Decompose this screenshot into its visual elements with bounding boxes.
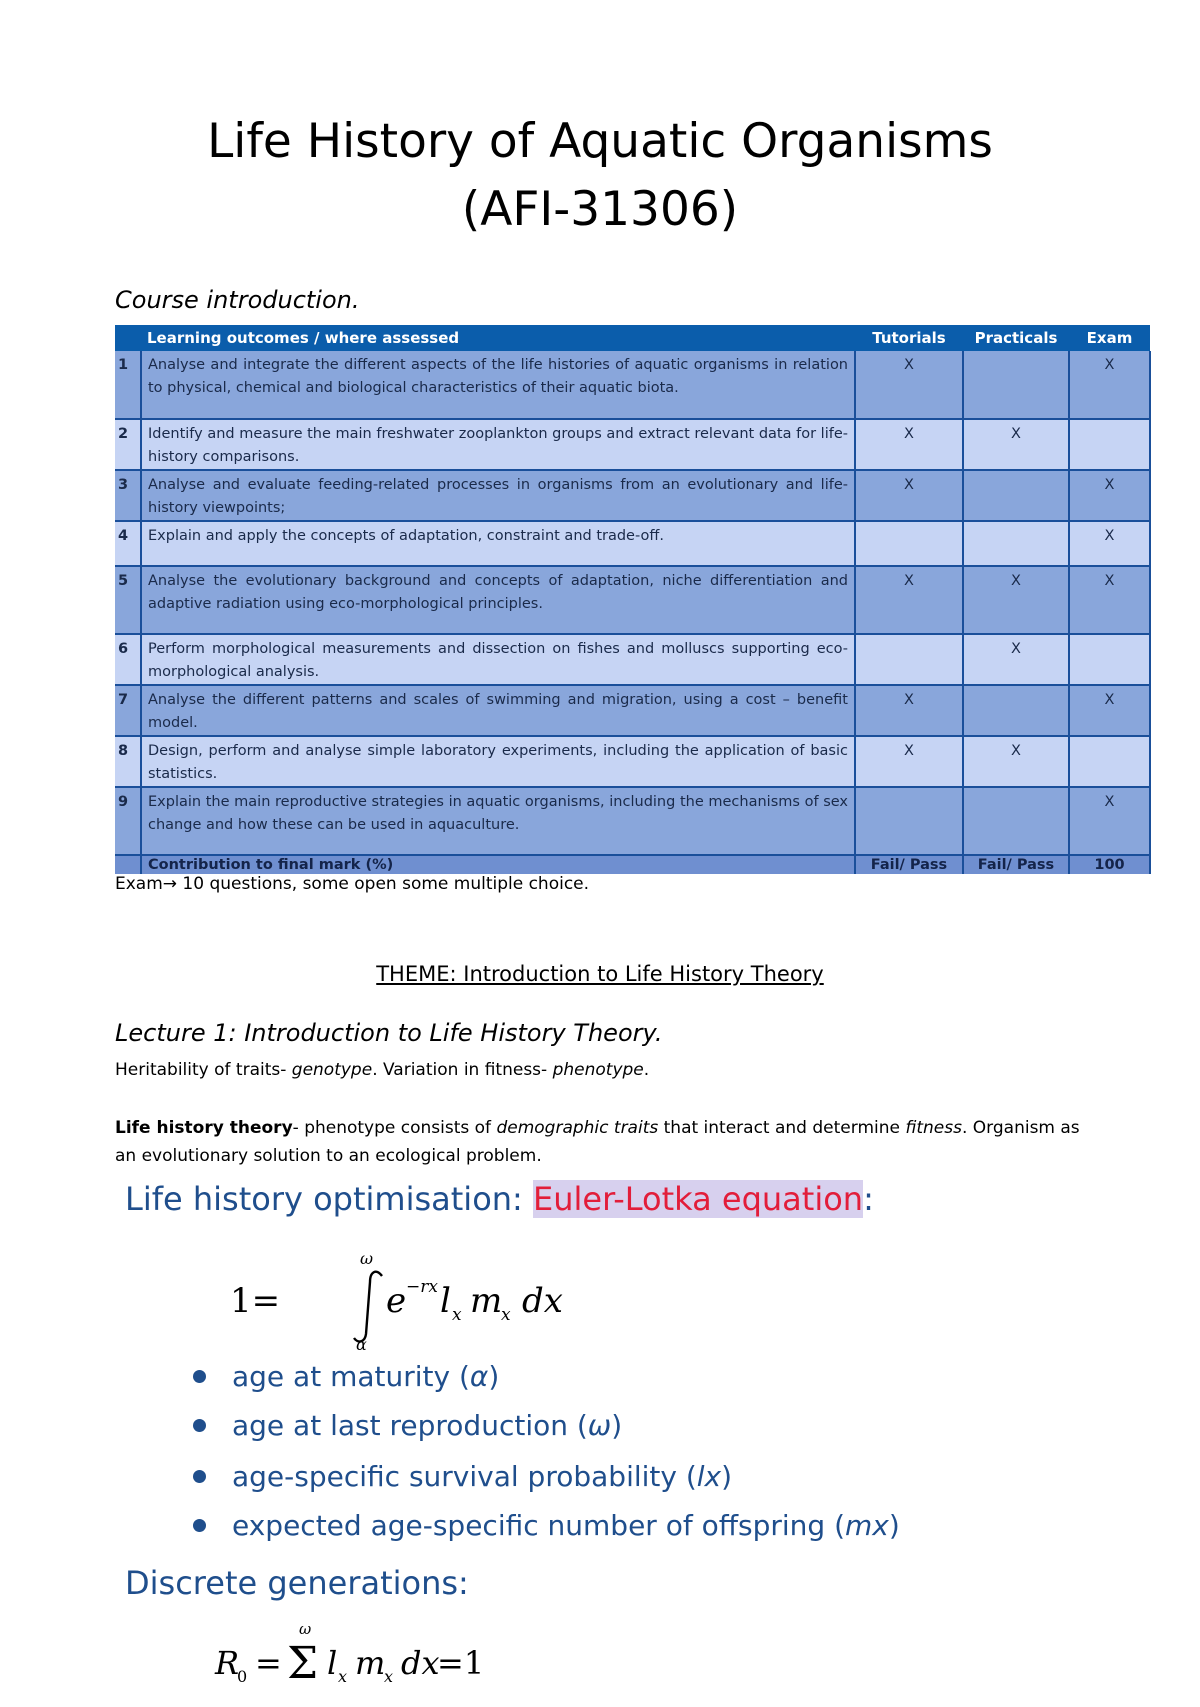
bullet-survival-probability bbox=[193, 1460, 732, 1493]
svg-text:m: m bbox=[355, 1644, 386, 1682]
table-row bbox=[115, 351, 1150, 419]
bullet-end: ) bbox=[488, 1360, 500, 1393]
title-line-2: (AFI-31306) bbox=[461, 182, 739, 237]
svg-text:0: 0 bbox=[237, 1667, 248, 1686]
svg-text:dx: dx bbox=[522, 1281, 563, 1321]
header-num bbox=[115, 325, 141, 351]
life-history-theory-paragraph bbox=[115, 1114, 1090, 1170]
para2-term-demographic-traits: demographic traits bbox=[496, 1118, 659, 1138]
row-tutorials: X bbox=[855, 566, 963, 634]
row-exam: X bbox=[1069, 470, 1150, 521]
svg-text:m: m bbox=[470, 1281, 503, 1321]
bullet-age-at-last-reproduction bbox=[193, 1409, 622, 1442]
svg-text:x: x bbox=[384, 1667, 394, 1686]
bullet-dot-icon bbox=[193, 1419, 206, 1432]
table-row bbox=[115, 419, 1150, 470]
exam-note: Exam→ 10 questions, some open some multiple choice. bbox=[115, 874, 590, 894]
row-exam bbox=[1069, 736, 1150, 787]
svg-text:x: x bbox=[338, 1667, 348, 1686]
row-tutorials bbox=[855, 521, 963, 566]
para2-text-f: . Organism as an evolutionary solution to an ecological problem. bbox=[115, 1118, 1080, 1166]
document-title bbox=[0, 108, 1200, 244]
row-practicals: X bbox=[963, 419, 1069, 470]
para1-term-phenotype: phenotype bbox=[552, 1060, 644, 1080]
row-practicals bbox=[963, 685, 1069, 736]
row-num: 8 bbox=[115, 736, 141, 787]
svg-text:e: e bbox=[386, 1281, 407, 1321]
footer-tutorials: Fail/ Pass bbox=[855, 855, 963, 874]
row-exam: X bbox=[1069, 566, 1150, 634]
row-practicals bbox=[963, 470, 1069, 521]
discrete-generations-heading: Discrete generations: bbox=[125, 1564, 469, 1602]
bullet-symbol: α bbox=[469, 1360, 489, 1393]
svg-text:−rx: −rx bbox=[406, 1277, 438, 1297]
row-outcome: Explain the main reproductive strategies in aquatic organisms, including the mechanisms of sex change and how these can be used in aquaculture. bbox=[141, 787, 855, 855]
table-row bbox=[115, 634, 1150, 685]
svg-text:=1: =1 bbox=[437, 1644, 485, 1682]
para2-text-d: that interact and determine bbox=[658, 1118, 906, 1138]
bullet-end: ) bbox=[611, 1409, 623, 1442]
row-num: 3 bbox=[115, 470, 141, 521]
row-outcome: Identify and measure the main freshwater zooplankton groups and extract relevant data for life-history comparisons. bbox=[141, 419, 855, 470]
header-outcome: Learning outcomes / where assessed bbox=[141, 325, 855, 351]
slide-heading-colon: : bbox=[863, 1180, 874, 1218]
title-line-1: Life History of Aquatic Organisms bbox=[207, 114, 993, 169]
svg-text:ω: ω bbox=[299, 1620, 312, 1638]
row-num: 5 bbox=[115, 566, 141, 634]
table-row bbox=[115, 787, 1150, 855]
row-practicals bbox=[963, 351, 1069, 419]
header-tutorials: Tutorials bbox=[855, 325, 963, 351]
r0-equation-graphic bbox=[215, 1616, 485, 1698]
row-exam bbox=[1069, 634, 1150, 685]
bullet-dot-icon bbox=[193, 1370, 206, 1383]
bullet-text: age at maturity ( bbox=[232, 1360, 470, 1393]
row-exam: X bbox=[1069, 787, 1150, 855]
para2-term-life-history-theory: Life history theory bbox=[115, 1118, 293, 1138]
table-row bbox=[115, 736, 1150, 787]
row-outcome: Analyse the different patterns and scales of swimming and migration, using a cost – benefit model. bbox=[141, 685, 855, 736]
row-outcome: Perform morphological measurements and dissection on fishes and molluscs supporting eco-morphological analysis. bbox=[141, 634, 855, 685]
para1-term-genotype: genotype bbox=[291, 1060, 373, 1080]
row-exam: X bbox=[1069, 521, 1150, 566]
row-num: 6 bbox=[115, 634, 141, 685]
bullet-end: ) bbox=[888, 1509, 900, 1542]
row-exam bbox=[1069, 419, 1150, 470]
table-header-row bbox=[115, 325, 1150, 351]
course-intro-heading: Course introduction. bbox=[115, 286, 360, 314]
row-outcome: Analyse and evaluate feeding-related processes in organisms from an evolutionary and life-history viewpoints; bbox=[141, 470, 855, 521]
svg-text:dx: dx bbox=[401, 1644, 440, 1682]
row-num: 4 bbox=[115, 521, 141, 566]
bullet-text: age-specific survival probability ( bbox=[232, 1460, 697, 1493]
footer-label: Contribution to final mark (%) bbox=[141, 855, 855, 874]
svg-text:ω: ω bbox=[360, 1249, 374, 1268]
svg-text:Σ: Σ bbox=[287, 1638, 319, 1689]
bullet-dot-icon bbox=[193, 1470, 206, 1483]
row-num: 1 bbox=[115, 351, 141, 419]
bullet-symbol: lx bbox=[696, 1460, 722, 1493]
para2-term-fitness: fitness bbox=[905, 1118, 962, 1138]
svg-text:l: l bbox=[440, 1281, 451, 1321]
theme-heading: THEME: Introduction to Life History Theory bbox=[376, 962, 824, 986]
table-footer-row bbox=[115, 855, 1150, 874]
euler-lotka-slide-image bbox=[115, 1168, 1115, 1698]
row-practicals: X bbox=[963, 566, 1069, 634]
row-practicals bbox=[963, 521, 1069, 566]
row-exam: X bbox=[1069, 351, 1150, 419]
svg-text:α: α bbox=[356, 1335, 367, 1354]
slide-heading-highlight: Euler-Lotka equation bbox=[533, 1180, 864, 1218]
svg-text:1=: 1= bbox=[230, 1281, 281, 1321]
row-num: 7 bbox=[115, 685, 141, 736]
footer-exam: 100 bbox=[1069, 855, 1150, 874]
slide-heading bbox=[125, 1180, 874, 1218]
row-num: 9 bbox=[115, 787, 141, 855]
heritability-paragraph bbox=[115, 1056, 649, 1084]
para1-text-a: Heritability of traits- bbox=[115, 1060, 292, 1080]
row-tutorials bbox=[855, 787, 963, 855]
learning-outcomes-table bbox=[115, 325, 1151, 874]
para1-text-e: . bbox=[643, 1060, 650, 1080]
row-outcome: Analyse and integrate the different aspects of the life histories of aquatic organisms in relation to physical, chemical and biological characteristics of their aquatic biota. bbox=[141, 351, 855, 419]
row-tutorials: X bbox=[855, 736, 963, 787]
svg-text:x: x bbox=[452, 1305, 462, 1325]
bullet-number-of-offspring bbox=[193, 1509, 900, 1542]
header-practicals: Practicals bbox=[963, 325, 1069, 351]
bullet-end: ) bbox=[721, 1460, 733, 1493]
row-outcome: Analyse the evolutionary background and concepts of adaptation, niche differentiation and adaptive radiation using eco-morphological principles. bbox=[141, 566, 855, 634]
row-outcome: Explain and apply the concepts of adaptation, constraint and trade-off. bbox=[141, 521, 855, 566]
row-tutorials: X bbox=[855, 685, 963, 736]
bullet-symbol: mx bbox=[845, 1509, 889, 1542]
lecture-heading: Lecture 1: Introduction to Life History Theory. bbox=[115, 1019, 663, 1047]
row-outcome: Design, perform and analyse simple laboratory experiments, including the application of basic statistics. bbox=[141, 736, 855, 787]
table-row bbox=[115, 521, 1150, 566]
bullet-symbol: ω bbox=[587, 1409, 612, 1442]
footer-practicals: Fail/ Pass bbox=[963, 855, 1069, 874]
table-row bbox=[115, 566, 1150, 634]
bullet-text: expected age-specific number of offspring ( bbox=[232, 1509, 846, 1542]
bullet-dot-icon bbox=[193, 1519, 206, 1532]
row-practicals: X bbox=[963, 634, 1069, 685]
svg-text:=: = bbox=[255, 1644, 282, 1682]
row-tutorials: X bbox=[855, 351, 963, 419]
slide-heading-text: Life history optimisation: bbox=[125, 1180, 533, 1218]
euler-lotka-equation-graphic bbox=[230, 1242, 590, 1352]
row-exam: X bbox=[1069, 685, 1150, 736]
row-tutorials: X bbox=[855, 419, 963, 470]
svg-text:R: R bbox=[215, 1644, 240, 1682]
r0-equation bbox=[215, 1616, 485, 1698]
table-row bbox=[115, 470, 1150, 521]
svg-text:l: l bbox=[327, 1644, 338, 1682]
para2-text-b: - phenotype consists of bbox=[292, 1118, 497, 1138]
row-tutorials bbox=[855, 634, 963, 685]
svg-text:x: x bbox=[501, 1305, 511, 1325]
row-practicals: X bbox=[963, 736, 1069, 787]
header-exam: Exam bbox=[1069, 325, 1150, 351]
para1-text-c: . Variation in fitness- bbox=[372, 1060, 553, 1080]
row-tutorials: X bbox=[855, 470, 963, 521]
footer-num bbox=[115, 855, 141, 874]
row-num: 2 bbox=[115, 419, 141, 470]
bullet-age-at-maturity bbox=[193, 1360, 499, 1393]
row-practicals bbox=[963, 787, 1069, 855]
table-row bbox=[115, 685, 1150, 736]
bullet-text: age at last reproduction ( bbox=[232, 1409, 588, 1442]
euler-lotka-equation bbox=[230, 1242, 590, 1352]
